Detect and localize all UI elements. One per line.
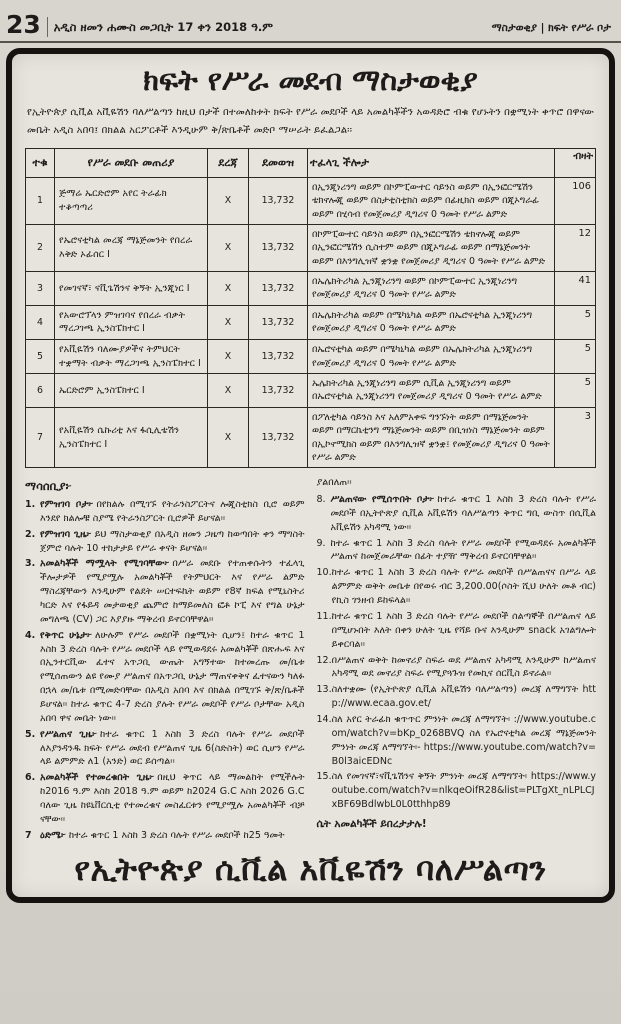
note-label: አመልካቾች ማሟላት የሚገባቸው፦ bbox=[40, 558, 170, 570]
note-item bbox=[317, 770, 597, 812]
count-cell: 5 bbox=[555, 374, 596, 408]
table-row bbox=[26, 339, 596, 373]
note-label: ዕድሜ፦ bbox=[40, 829, 66, 841]
job-title-cell: የአውሮፕላን ምዝገባና የበረራ ብቃት ማረጋገጫ ኢንስፔክተር I bbox=[55, 305, 208, 339]
female-applicants-encouragement: ሴት አመልካቾች ይበረታታሉ! bbox=[316, 817, 427, 830]
count-cell: 5 bbox=[555, 339, 596, 373]
note-body bbox=[332, 610, 596, 652]
qualification-cell: በኤሌክትሪካል ወይም በሜካኒካል ወይም በኤሮናቲካል ኢንጂነሪንግ የመጀመሪያ ዲግሪና 0 ዓመት የሥራ ልምድ bbox=[308, 305, 555, 339]
job-title-cell: የአቪዬሽን ሴኩሪቲ እና ፋሲሊቴሽን ኢንስፔክተር I bbox=[55, 407, 208, 467]
note-item bbox=[317, 683, 597, 711]
notes-section bbox=[25, 476, 596, 844]
header-job-title: የሥራ መደቡ መጠሪያ bbox=[55, 148, 208, 177]
note-number: 11. bbox=[316, 610, 332, 622]
row-no-cell: 2 bbox=[26, 224, 55, 271]
vacancy-table bbox=[25, 148, 596, 468]
note-label: የምዝገባ ጊዜ፦ bbox=[40, 528, 92, 540]
organization-name: የኢትዮጵያ ሲቪል አቪዬሽን ባለሥልጣን bbox=[74, 849, 547, 888]
table-row bbox=[26, 407, 596, 467]
notice-box bbox=[6, 48, 615, 903]
job-title-cell: የመገናኛ፣ ናቪጌሽንና ቅኝት ኢንጂነር I bbox=[55, 272, 208, 306]
note-body bbox=[40, 829, 305, 843]
count-cell: 41 bbox=[555, 272, 596, 306]
note-body bbox=[40, 728, 305, 770]
masthead-section-label: ማስታወቂያ | ክፍት የሥራ ቦታ bbox=[491, 22, 611, 34]
note-body bbox=[332, 713, 596, 768]
note-number: 8. bbox=[316, 494, 326, 506]
row-no-cell: 1 bbox=[26, 177, 55, 224]
note-text: በሥራ መደቡ የተጠቀሱትን ተፈላጊ ችሎታዎች የሚያሟሉ አመልካቾች የትምህርት እና የሥራ ልምድ ማስረጃቸውን እንዲሁም የልደት ሠርተፍኬት ወይም የ8ኛ ክፍል የሚኒስትሪ ካርድ እና የፋይዳ መታወቂያ ጨምሮ ከማይመለስ ፎቶ ኮፒ እና የግል ሁኔታ መግለጫ (CV) ጋር እያያዙ ማቅረብ ይኖርባቸዋል፡፡ bbox=[40, 558, 305, 625]
row-no-cell: 3 bbox=[26, 272, 55, 306]
job-title-cell: ጅማሬ ኤርድሮም አየር ትራፊክ ተቆጣጣሪ bbox=[55, 177, 208, 224]
note-item bbox=[317, 610, 597, 652]
header-grade: ደረጃ bbox=[208, 148, 249, 177]
note-item bbox=[25, 728, 305, 770]
note-label: አመልካቾች የተመረቁበት ጊዜ፦ bbox=[40, 772, 155, 784]
note-body bbox=[332, 654, 596, 682]
note-number: 2. bbox=[25, 528, 36, 540]
note-number: 1. bbox=[25, 498, 36, 510]
note-body bbox=[40, 498, 305, 526]
note-body bbox=[332, 566, 596, 608]
note-body bbox=[331, 537, 597, 565]
note-text: ከተራ ቁጥር 1 እስከ 3 ድረስ ባሉት የሥራ መደቦች ከ25 ዓመት bbox=[68, 829, 285, 841]
note-number: 10. bbox=[316, 567, 332, 579]
note-text: ይህ ማስታወቂያ በአዲስ ዘመን ጋዜጣ ከወጣበት ቀን ማግስት ጀምሮ ባሉት 10 ተከታታይ የሥራ ቀናት ይሆናል፡፡ bbox=[40, 528, 305, 554]
note-text: በሥልጠና ወቅት ከመኖሪያ ስፍራ ወደ ሥልጠና አካዳሚ እንዲሁም ከሥልጠና አካዳሚ ወደ መኖሪያ ስፍራ የሚያጓጉዝ የመኪና ሰርቪስ ይኖራል፡፡ bbox=[331, 654, 596, 680]
qualification-cell: በኮምፒውተር ሳይንስ ወይም በኢንፎርሜሽን ቴክኖሎጂ ወይም በኢንፎርሜሽን ሲስተም ወይም በጂኦግራፊ ወይም በማኔጅመንት ወይም በእንግሊዝኛ ቋንቋ የመጀመሪያ ዲግሪና 0 ዓመት የሥራ ልምድ bbox=[308, 224, 555, 271]
job-title-cell: ኤርድሮም ኢንስፔክተር I bbox=[55, 374, 208, 408]
notice-intro: የኢትዮጵያ ሲቪል አቪዬሽን ባለሥልጣን ከዚህ በታች በተመለከቱት ክፍት የሥራ መደቦች ላይ አመልካቾችን አወዳድሮ ብቁ የሆኑትን በቋሚነት ቀጥሮ በዋናው መቤት አዲስ አበባ፤ በክልል አርፖርቶች እንዲሁም ቅ/ጽቤቶች መድቦ ማሠራት ይፈልጋል፡፡ bbox=[27, 107, 594, 137]
qualification-cell: ኤሌክትሪካል ኢንጂነሪንግ ወይም ሲቪል ኢንጂነሪንግ ወይም በኤሮናቲካል ኢንጂነሪንግ የመጀመሪያ ዲግሪና 0 ዓመት የሥራ ልምድ bbox=[308, 374, 555, 408]
note-text: ከተራ ቁጥር 1 እስከ 3 ድረስ ባሉት የሥራ መደቦች በኢትዮጵያ ሲቪል አቪዬሽን ባለሥልጣን ቅጥር ግቢ ውስጥ በሲቪል አቪዬሽን አካዳሚ ነው፡፡ bbox=[330, 494, 596, 533]
note-item bbox=[25, 528, 305, 556]
salary-cell: 13,732 bbox=[249, 177, 308, 224]
count-cell: 3 bbox=[555, 407, 596, 467]
note-item bbox=[317, 713, 597, 768]
note-label: የቅጥር ሁኔታ፦ bbox=[40, 629, 93, 641]
note-number: 4. bbox=[25, 629, 36, 641]
salary-cell: 13,732 bbox=[249, 272, 308, 306]
grade-cell: X bbox=[208, 224, 249, 271]
qualification-cell: በኢንጂነሪንግ ወይም በኮምፒውተር ሳይንስ ወይም በኢንፎርሜሽን ቴክኖሎጂ ወይም በስታቲስቲክስ ወይም በፊዚክስ ወይም በጂኦግራፊ ወይም በሂሳብ የመጀመሪያ ዲግሪና 0 ዓመት የሥራ ልምድ bbox=[308, 177, 555, 224]
note-label: የምዝገባ ቦታ፦ bbox=[40, 498, 94, 510]
count-cell: 12 bbox=[555, 224, 596, 271]
note-body bbox=[331, 493, 597, 535]
qualification-cell: በኤሮናቲካል ወይም በሜካኒካል ወይም በኤሌክትሪካል ኢንጂነሪንግ የመጀመሪያ ዲግሪና 0 ዓመት የሥራ ልምድ bbox=[308, 339, 555, 373]
grade-cell: X bbox=[208, 177, 249, 224]
note-item bbox=[25, 829, 305, 843]
note-text: ስለ የመገናኛ፣ናቪጌሽንና ቅኝት ምንነት መረጃ ለማግኘት፡ https://www.youtube.com/watch?v=nlkqeOifR28&list=PLTgXt_nLPLCJxBF69BdlwbL0L0tthhp89 bbox=[331, 771, 596, 811]
row-no-cell: 5 bbox=[26, 339, 55, 373]
qualification-cell: በፖለቲካል ሳይንስ እና አለምአቀፍ ግንኙነት ወይም በማኔጅመንት ወይም በማርኬቲንግ ማኔጅመንት ወይም በቢዝነስ ማኔጅመንት ወይም በኢኮኖሚክስ ወይም በእንግሊዝኛ ቋንቋ፤ የመጀመሪያ ዲግሪና 0 ዓመት የሥራ ልምድ bbox=[308, 407, 555, 467]
qualification-cell: በኤሌክትሪካል ኢንጂነሪንግ ወይም በኮምፒውተር ኢንጂነሪንግ የመጀመሪያ ዲግሪና 0 ዓመት የሥራ ልምድ bbox=[308, 272, 555, 306]
note-text: ከተራ ቁጥር 1 እስከ 3 ድረስ ባሉት የሥራ መደቦች ለእያንዳንዱ ክፍት የሥራ መደብ የሥልጠና ጊዜ 6(ስድስት) ወር ሲሆን የሥራ ላይ ልምምድ ለ1 (አንድ) ወር ይሰጣል፡፡ bbox=[40, 728, 305, 768]
note-continuation: ያልበለጠ፡፡ bbox=[316, 477, 352, 489]
note-number: 5. bbox=[25, 728, 36, 740]
salary-cell: 13,732 bbox=[249, 224, 308, 271]
note-number: 15. bbox=[316, 771, 332, 783]
note-item bbox=[317, 493, 597, 535]
salary-cell: 13,732 bbox=[249, 305, 308, 339]
note-body bbox=[332, 770, 596, 812]
note-body bbox=[332, 683, 596, 711]
note-text: ስለተቋሙ (የኢትዮጵያ ሲቪል አቪዬሽን ባለሥልጣን) መረጃ ለማግኘት http://www.ecaa.gov.et/ bbox=[331, 684, 596, 710]
note-text: ከተራ ቁጥር 1 እስከ 3 ድረስ ባሉት የሥራ መደቦች በሥልጠናና በሥራ ላይ ልምምድ ወቅት መቤቱ በየወሩ ብር 3,200.00(ሶስት ሺህ ሁለት መቶ ብር) የኪስ ገንዘብ ይከፍላል፡፡ bbox=[331, 567, 596, 607]
table-row bbox=[26, 272, 596, 306]
note-text: በዚህ ቅጥር ላይ ማመልከት የሚችሉት ከ2016 ዓ.ም እስከ 2018 ዓ.ም ወይም ከ2024 G.C እስከ 2026 G.C ባለው ጊዜ ከዩኒቨርሲቲ የተመረቁና መስፈርቱን የሚያሟሉ አመልካቾች ብቻ ናቸው፡፡ bbox=[40, 772, 305, 825]
note-item bbox=[25, 771, 305, 826]
table-row bbox=[26, 305, 596, 339]
table-row bbox=[26, 224, 596, 271]
grade-cell: X bbox=[208, 272, 249, 306]
grade-cell: X bbox=[208, 407, 249, 467]
note-number: 12. bbox=[316, 654, 332, 666]
row-no-cell: 6 bbox=[26, 374, 55, 408]
table-header-row bbox=[26, 148, 596, 177]
salary-cell: 13,732 bbox=[249, 374, 308, 408]
note-number: 9. bbox=[316, 537, 326, 549]
notes-right-column bbox=[317, 476, 597, 844]
note-item bbox=[25, 557, 305, 626]
salary-cell: 13,732 bbox=[249, 407, 308, 467]
header-serial-no: ተቁ bbox=[26, 148, 55, 177]
note-body bbox=[40, 629, 305, 726]
note-item bbox=[317, 654, 597, 682]
table-row bbox=[26, 374, 596, 408]
note-number: 13. bbox=[316, 684, 332, 696]
notes-left-column bbox=[25, 476, 305, 844]
grade-cell: X bbox=[208, 374, 249, 408]
note-body bbox=[40, 771, 305, 826]
note-item bbox=[317, 537, 597, 565]
note-number: 3. bbox=[25, 558, 36, 570]
grade-cell: X bbox=[208, 339, 249, 373]
row-no-cell: 4 bbox=[26, 305, 55, 339]
count-cell: 5 bbox=[555, 305, 596, 339]
note-label: የሥልጠና ጊዜ፦ bbox=[40, 728, 97, 740]
note-item bbox=[317, 566, 597, 608]
note-number: 7 bbox=[25, 829, 32, 841]
table-row bbox=[26, 177, 596, 224]
job-title-cell: የኤሮናቲካል መረጃ ማኔጅመንት የበረራ እቅድ ኦፊሰር I bbox=[55, 224, 208, 271]
notice-title: ክፍት የሥራ መደብ ማስታወቂያ bbox=[143, 63, 478, 97]
note-text: ለሁሉም የሥራ መደቦች በቋሚነት ሲሆን፤ ከተራ ቁጥር 1 እስከ 3 ድረስ ባሉት የሥራ መደቦች ላይ የሚወዳደሩ አመልካቾች በጽሑፍ እና በኢንተርቪው ፈተና አጥጋቢ ውጤት አግኝተው ከተመረጡ መ/ቤቱ የሚሰጠውን ልዩ የሙያ ሥልጠና በአጥጋቢ ሁኔታ ማጠናቀቅና ፈተናውን ካለፉ በኋላ መ/ቤቱ በሚመድባቸው በአዲስ አበባ እና በክልል በሚገኙ ቅ/ጽ/ቤቶች ይሆናል፡፡ ከተራ ቁጥር 4-7 ድረስ ያሉት የሥራ መደቦች የሥራ ቦታቸው አዲስ አበባ ዋና መቤት ነው፡፡ bbox=[40, 629, 305, 724]
masthead bbox=[0, 0, 621, 43]
row-no-cell: 7 bbox=[26, 407, 55, 467]
page-number: 23 bbox=[6, 10, 41, 39]
note-item bbox=[25, 498, 305, 526]
note-number: 14. bbox=[316, 713, 332, 725]
header-count: ብዛት bbox=[555, 148, 596, 177]
header-salary: ደመወዝ bbox=[249, 148, 308, 177]
salary-cell: 13,732 bbox=[249, 339, 308, 373]
masthead-date: አዲስ ዘመን ሐሙስ መጋቢት 17 ቀን 2018 ዓ.ም bbox=[53, 20, 273, 34]
note-number: 6. bbox=[25, 772, 36, 784]
grade-cell: X bbox=[208, 305, 249, 339]
note-text: ከተራ ቁጥር 1 እስከ 3 ድረስ ባሉት የሥራ መደቦች የሚወዳደሩ አመልካቾች ሥልጠና ከመጀመራቸው በፊት ተያዥ ማቅረብ ይኖርባቸዋል፡፡ bbox=[330, 537, 596, 563]
note-text: ከተራ ቁጥር 1 እስከ 3 ድረስ ባሉት የሥራ መደቦች ሰልጣኞች በሥልጠና ላይ በሚሆኑበት እለት በቀን ሁለት ጊዜ የሻይ ቡና እንዲሁም snack አገልግሎት ይቀርባል፡፡ bbox=[331, 610, 596, 650]
note-label: ሥልጠናው የሚሰጥበት ቦታ፦ bbox=[330, 494, 435, 506]
count-cell: 106 bbox=[555, 177, 596, 224]
header-qualification: ተፈላጊ ችሎታ bbox=[308, 148, 555, 177]
note-item bbox=[25, 629, 305, 726]
masthead-divider bbox=[47, 17, 48, 37]
note-text: ስለ አየር ትራፊክ ቁጥጥር ምንነት መረጃ ለማግኘት፡ ://www.youtube.com/watch?v=bKp_0268BVQ ስለ የኤሮናቲካል መረጃ ማኔጅመንት ምንነት መረጃ ለማግኘት፡- https://www.youtube.com/watch?v=B0l3aicEDNc bbox=[331, 713, 596, 767]
job-title-cell: የአቪዬሽን ባለሙያዎችና ትምህርት ተቋማት ብቃት ማረጋገጫ ኢንስፔክተር I bbox=[55, 339, 208, 373]
masthead-left bbox=[6, 12, 273, 37]
note-text: በየክልሉ በሚገኙ የትራንስፖርትና ሎጂስቲክስ ቢሮ ወይም እንደየ ክልሎቹ ስያሜ የትራንስፖርት ቢሮዎች ይሆናል፡፡ bbox=[40, 498, 305, 524]
note-body bbox=[40, 528, 305, 556]
notes-heading: ማሳሰቢያ፦ bbox=[25, 479, 72, 494]
note-body bbox=[40, 557, 305, 626]
